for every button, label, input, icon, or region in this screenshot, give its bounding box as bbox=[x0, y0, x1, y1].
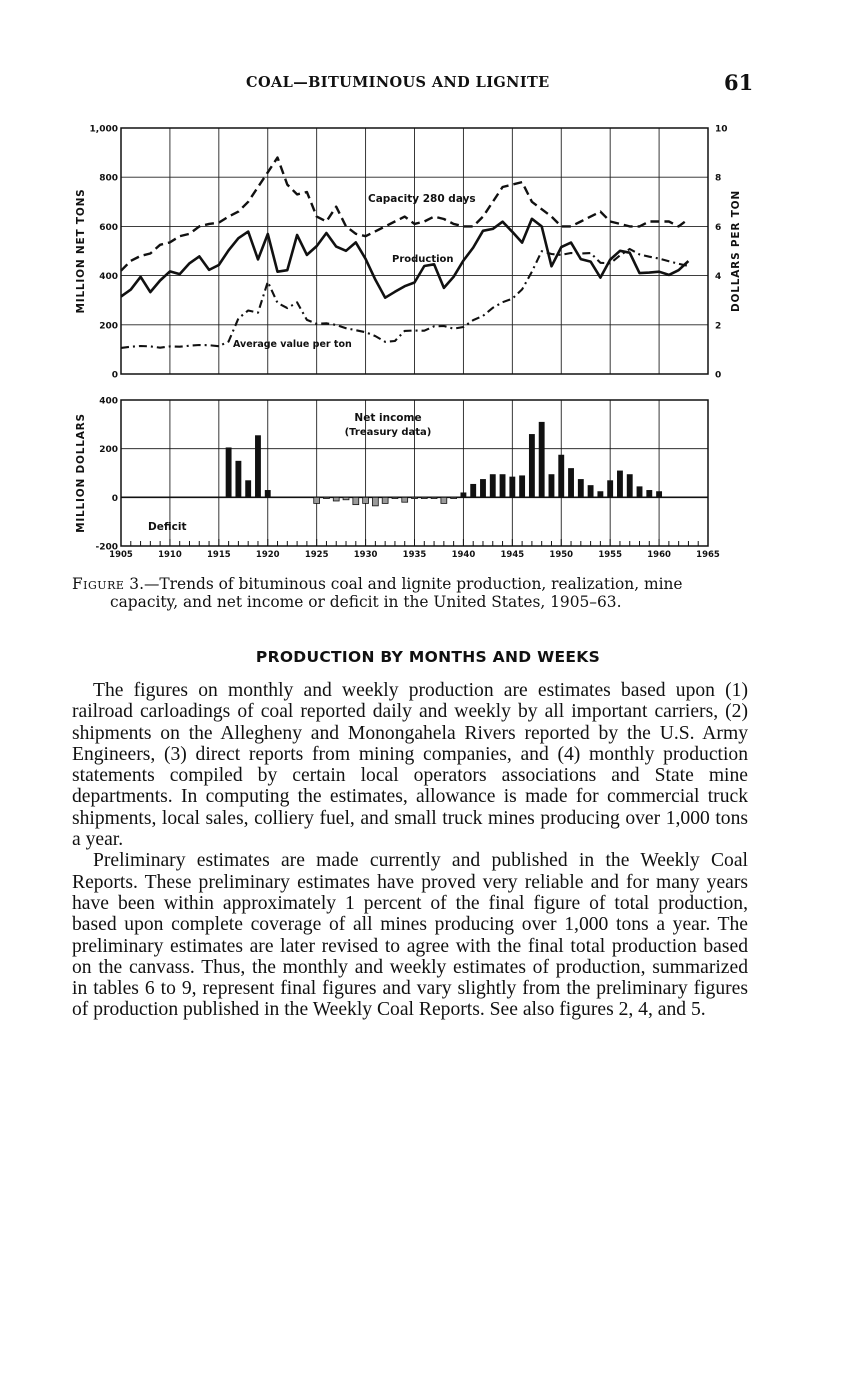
x-axis-tick-label: 1965 bbox=[696, 550, 720, 560]
paragraph-2: Preliminary estimates are made currently and published in the Weekly Coal Reports. These preliminary estimates have proved very reliable and for many years have been within approximately 1 percent of the final figure of total production, based upon complete coverage of all mines producing over 1,000 tons a year. The preliminary estimates are later revised to agree with the final total production based on the canvass. Thus, the monthly and weekly estimates of production, summarized in tables 6 to 9, represent final figures and vary slightly from the preliminary figures of production published in the Weekly Coal Reports. See also figures 2, 4, and 5. bbox=[72, 850, 748, 1021]
x-axis-tick-label: 1930 bbox=[353, 550, 378, 560]
figure-3-charts bbox=[70, 110, 760, 570]
net-income-bar bbox=[588, 485, 594, 497]
deficit-bar bbox=[372, 497, 378, 506]
net-income-bar bbox=[519, 475, 525, 497]
deficit-label: Deficit bbox=[148, 521, 187, 533]
bottom-axis-tick-label: -200 bbox=[95, 542, 118, 553]
deficit-bar bbox=[333, 497, 339, 501]
net-income-bar bbox=[265, 490, 271, 497]
bottom-axis-tick-label: 200 bbox=[99, 445, 118, 456]
capacity-label: Capacity 280 days bbox=[368, 193, 476, 205]
net-income-bar bbox=[607, 480, 613, 497]
net-income-bar bbox=[627, 474, 633, 497]
bottom-axis-tick-label: 0 bbox=[111, 493, 118, 504]
deficit-bar bbox=[421, 497, 427, 498]
production-label: Production bbox=[392, 254, 454, 265]
net-income-bar bbox=[646, 490, 652, 497]
deficit-bar bbox=[412, 497, 418, 498]
net-income-bar bbox=[637, 486, 643, 497]
left-axis-tick-label: 600 bbox=[99, 222, 118, 233]
deficit-bar bbox=[402, 497, 408, 502]
right-axis-tick-label: 10 bbox=[715, 124, 728, 135]
net-income-bar bbox=[509, 477, 515, 498]
deficit-bar bbox=[324, 497, 330, 498]
net-income-bar bbox=[235, 461, 241, 498]
net-income-bar bbox=[490, 474, 496, 497]
x-axis-tick-label: 1920 bbox=[255, 550, 280, 560]
bottom-axis-title: MILLION DOLLARS bbox=[75, 413, 87, 533]
x-axis-tick-label: 1915 bbox=[206, 550, 231, 560]
caption-line-2: capacity, and net income or deficit in the United States, 1905–63. bbox=[110, 593, 622, 611]
net-income-bar bbox=[568, 468, 574, 497]
bottom-axis-tick-label: 400 bbox=[99, 396, 118, 407]
deficit-bar bbox=[314, 497, 320, 503]
figure-label: Figure bbox=[72, 575, 125, 593]
net-income-bar bbox=[245, 480, 251, 497]
right-axis-tick-label: 6 bbox=[715, 222, 722, 233]
net-income-bar bbox=[255, 435, 261, 497]
left-axis-tick-label: 200 bbox=[99, 321, 118, 332]
page-number: 61 bbox=[724, 70, 754, 95]
left-axis-title: MILLION NET TONS bbox=[75, 188, 87, 314]
net-income-bar bbox=[226, 447, 232, 497]
net-income-bar bbox=[480, 479, 486, 497]
left-axis-tick-label: 800 bbox=[99, 173, 118, 184]
x-axis-tick-label: 1955 bbox=[598, 550, 623, 560]
deficit-bar bbox=[451, 497, 457, 498]
left-axis-tick-label: 1,000 bbox=[89, 124, 118, 135]
net-income-bar bbox=[470, 484, 476, 497]
treasury-data-label: (Treasury data) bbox=[344, 427, 432, 438]
body-text bbox=[72, 680, 748, 1021]
right-axis-tick-label: 0 bbox=[715, 370, 722, 381]
x-axis-tick-label: 1905 bbox=[109, 550, 133, 560]
x-axis-tick-label: 1935 bbox=[402, 550, 427, 560]
deficit-bar bbox=[431, 497, 437, 498]
right-axis-tick-label: 2 bbox=[715, 321, 722, 332]
left-axis-tick-label: 400 bbox=[99, 272, 118, 283]
deficit-bar bbox=[353, 497, 359, 504]
deficit-bar bbox=[382, 497, 388, 503]
page-header bbox=[0, 70, 856, 100]
deficit-bar bbox=[392, 497, 398, 498]
net-income-bar bbox=[578, 479, 584, 497]
figure-caption bbox=[72, 575, 748, 611]
net-income-bar bbox=[500, 474, 506, 497]
x-axis-tick-label: 1940 bbox=[451, 550, 476, 560]
x-axis-tick-label: 1950 bbox=[549, 550, 574, 560]
section-heading: PRODUCTION BY MONTHS AND WEEKS bbox=[255, 648, 601, 666]
net-income-bar bbox=[617, 471, 623, 498]
right-axis-title: DOLLARS PER TON bbox=[730, 190, 742, 312]
net-income-bar bbox=[558, 455, 564, 498]
deficit-bar bbox=[441, 497, 447, 503]
x-axis-tick-label: 1910 bbox=[158, 550, 182, 560]
right-axis-tick-label: 4 bbox=[715, 272, 722, 283]
paragraph-1: The figures on monthly and weekly production are estimates based upon (1) railroad carloadings of coal reported daily and weekly by all important carriers, (2) shipments on the Allegheny and Monongahela Rivers reported by the U.S. Army Engineers, (3) direct reports from mining companies, and (4) monthly production statements compiled by certain local operators associations and State mine departments. In computing the estimates, allowance is made for commercial truck shipments, local sales, colliery fuel, and small truck mines producing over 1,000 tons a year. bbox=[72, 680, 748, 851]
net-income-bar bbox=[549, 474, 555, 497]
net-income-bar bbox=[460, 492, 466, 497]
x-axis-tick-label: 1925 bbox=[304, 550, 329, 560]
x-axis-tick-label: 1960 bbox=[647, 550, 671, 560]
average-value-label: Average value per ton bbox=[233, 339, 352, 350]
net-income-bar bbox=[656, 491, 662, 497]
deficit-bar bbox=[343, 497, 349, 499]
net-income-bar bbox=[529, 434, 535, 497]
right-axis-tick-label: 8 bbox=[715, 173, 722, 184]
net-income-bar bbox=[597, 491, 603, 497]
caption-line-1: 3.—Trends of bituminous coal and lignite production, realization, mine bbox=[124, 575, 683, 593]
running-title: COAL—BITUMINOUS AND LIGNITE bbox=[246, 74, 550, 91]
net-income-label: Net income bbox=[354, 412, 422, 424]
net-income-bar bbox=[539, 422, 545, 497]
deficit-bar bbox=[363, 497, 369, 503]
x-axis-tick-label: 1945 bbox=[500, 550, 525, 560]
left-axis-tick-label: 0 bbox=[111, 370, 118, 381]
